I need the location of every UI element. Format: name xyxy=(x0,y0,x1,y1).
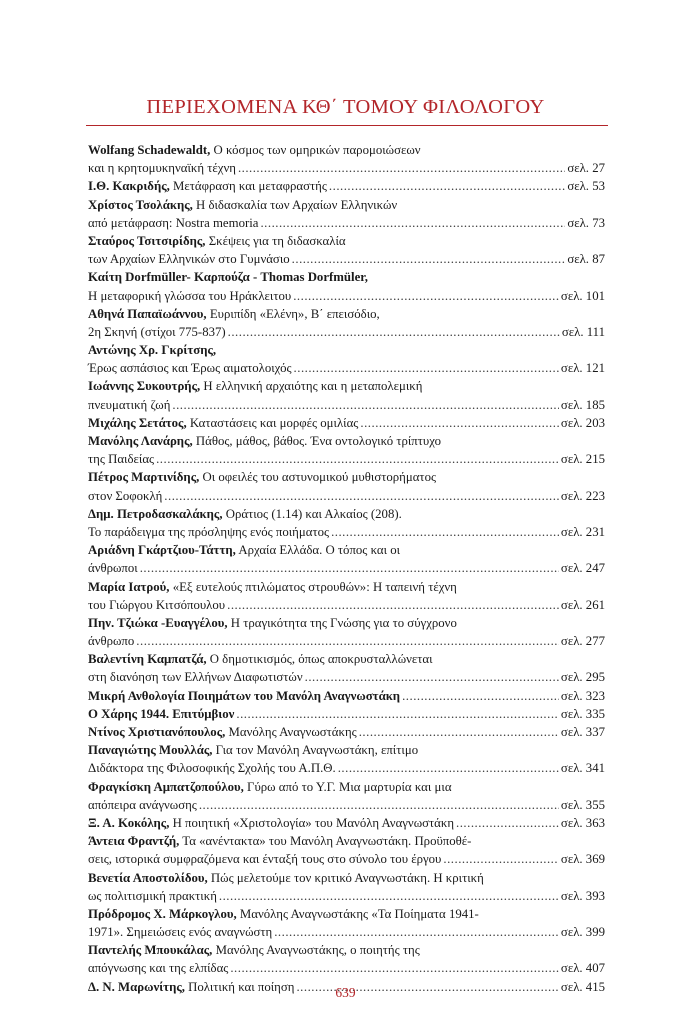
toc-line xyxy=(88,796,605,814)
toc-line xyxy=(88,196,605,214)
entry-title: Μανόλης Αναγνωστάκης, ο ποιητής της xyxy=(212,943,420,958)
entry-title: Ευριπίδη «Ελένη», Β΄ επεισόδιο, xyxy=(206,306,380,321)
entry-page-ref: σελ. 73 xyxy=(567,215,605,230)
entry-title: Διδάκτορα της Φιλοσοφικής Σχολής του Α.Π.Θ. xyxy=(88,761,336,776)
entry-author: Μικρή Ανθολογία Ποιημάτων του Μανόλη Αναγνωστάκη xyxy=(88,688,401,703)
dot-leader xyxy=(236,705,559,723)
toc-line-text xyxy=(88,668,303,686)
toc-line xyxy=(88,614,605,632)
entry-title: και η κρητομυκηναϊκή τέχνη xyxy=(88,161,236,176)
toc-line-text xyxy=(88,214,258,232)
toc-line xyxy=(88,414,605,432)
dot-leader xyxy=(230,959,559,977)
dot-leader xyxy=(360,414,559,432)
toc-line xyxy=(88,559,605,577)
dot-leader xyxy=(238,159,565,177)
toc-line xyxy=(88,596,605,614)
toc-line-text xyxy=(88,379,422,393)
entry-title: Πώς μελετούμε τον κριτικό Αναγνωστάκη. Η κριτική xyxy=(207,870,484,885)
toc-entry xyxy=(88,869,605,905)
toc-line-text xyxy=(88,307,380,321)
toc-line xyxy=(88,832,605,850)
toc-line-text xyxy=(88,470,436,484)
toc-entry xyxy=(88,814,605,832)
toc-entry xyxy=(88,377,605,413)
entry-title: ως πολιτισμική πρακτική xyxy=(88,888,217,903)
toc-line-text xyxy=(88,723,357,741)
toc-line xyxy=(88,305,605,323)
entry-author: Παντελής Μπουκάλας, xyxy=(88,943,213,958)
toc-line xyxy=(88,141,605,159)
dot-leader xyxy=(443,850,559,868)
entry-page-ref: σελ. 215 xyxy=(560,452,605,467)
entry-title: απόγνωσης και της ελπίδας xyxy=(88,961,229,976)
entry-author: Φραγκίσκη Αμπατζοπούλου, xyxy=(88,779,244,794)
entry-title: Η ελληνική αρχαιότης και η μεταπολεμική xyxy=(200,379,423,394)
entry-page-ref: σελ. 369 xyxy=(560,852,605,867)
entry-page-ref: σελ. 203 xyxy=(560,415,605,430)
toc-line xyxy=(88,632,605,650)
entry-author: Πρόδρομος Χ. Μάρκογλου, xyxy=(88,906,237,921)
dot-leader xyxy=(456,814,559,832)
toc-line xyxy=(88,923,605,941)
toc-line-text xyxy=(88,743,418,757)
entry-author: Wolfang Schadewaldt, xyxy=(88,143,211,157)
toc-line-text xyxy=(88,359,292,377)
entry-title: Μανόλης Αναγνωστάκης xyxy=(225,725,357,739)
toc-line xyxy=(88,650,605,668)
entry-page-ref: σελ. 407 xyxy=(560,961,605,976)
toc-line-text xyxy=(88,687,400,705)
entry-page-ref: σελ. 335 xyxy=(560,706,605,721)
toc-line xyxy=(88,759,605,777)
entry-page-ref: σελ. 111 xyxy=(561,324,605,339)
entry-author: Ι.Θ. Κακριδής, xyxy=(88,179,170,194)
toc-line-text xyxy=(88,177,327,195)
entry-title: πνευματική ζωή xyxy=(88,397,171,412)
toc-line-text xyxy=(88,450,154,468)
dot-leader xyxy=(156,450,559,468)
entry-page-ref: σελ. 355 xyxy=(560,797,605,812)
entry-title: Ο κόσμος των ομηρικών παρομοιώσεων xyxy=(210,143,421,157)
entry-author: Δ. Ν. Μαρωνίτης, xyxy=(88,979,185,994)
toc-line-text xyxy=(88,414,358,432)
toc-entry xyxy=(88,414,605,432)
page-title: ΠΕΡΙΕΧΟΜΕΝΑ ΚΘ΄ ΤΟΜΟΥ ΦΙΛΟΛΟΓΟΥ xyxy=(146,96,545,118)
entry-page-ref: σελ. 363 xyxy=(560,815,605,830)
entry-page-ref: σελ. 27 xyxy=(567,161,605,176)
toc-entry xyxy=(88,177,605,195)
toc-line-text xyxy=(88,780,452,794)
toc-line-text xyxy=(88,234,346,248)
dot-leader xyxy=(164,487,559,505)
dot-leader xyxy=(331,523,559,541)
toc-line xyxy=(88,723,605,741)
entry-author: Άντεια Φραντζή, xyxy=(88,834,180,849)
toc-line xyxy=(88,432,605,450)
entry-title: Ο δημοτικισμός, όπως αποκρυσταλλώνεται xyxy=(206,652,433,667)
toc-line-text xyxy=(88,523,329,541)
entry-title: Αρχαία Ελλάδα. Ο τόπος και οι xyxy=(235,543,401,558)
entry-page-ref: σελ. 415 xyxy=(560,979,605,994)
entry-title: σεις, ιστορικά συμφραζόμενα και ένταξή τους στο σύνολο του έργου xyxy=(88,852,442,867)
dot-leader xyxy=(228,323,560,341)
entry-page-ref: σελ. 337 xyxy=(560,725,605,739)
toc-line-text xyxy=(88,323,226,341)
toc-entry xyxy=(88,941,605,977)
toc-entry xyxy=(88,232,605,268)
toc-line xyxy=(88,741,605,759)
toc-line xyxy=(88,487,605,505)
toc-line xyxy=(88,687,605,705)
entry-title: Για τον Μανόλη Αναγνωστάκη, επίτιμο xyxy=(212,743,419,758)
toc-line xyxy=(88,341,605,359)
toc-line xyxy=(88,323,605,341)
entry-title: Οράτιος (1.14) και Αλκαίος (208). xyxy=(222,506,402,521)
toc-line xyxy=(88,450,605,468)
toc-line-text xyxy=(88,887,217,905)
toc-line xyxy=(88,468,605,486)
entry-title: Η διδασκαλία των Αρχαίων Ελληνικών xyxy=(192,197,398,212)
dot-leader xyxy=(136,632,559,650)
entry-author: Αθηνά Παπαϊωάννου, xyxy=(88,306,207,321)
toc-entry xyxy=(88,578,605,614)
entry-page-ref: σελ. 295 xyxy=(560,670,605,685)
entry-author: Καίτη Dorfmüller- Καρπούζα - Thomas Dorfmüler, xyxy=(88,270,368,285)
toc-entry xyxy=(88,196,605,232)
toc-line-text xyxy=(88,850,441,868)
toc-line-text xyxy=(88,705,234,723)
toc-line xyxy=(88,159,605,177)
toc-entry xyxy=(88,505,605,541)
toc-line-text xyxy=(88,580,457,594)
dot-leader xyxy=(293,287,559,305)
toc-entry xyxy=(88,832,605,868)
toc-line xyxy=(88,250,605,268)
dot-leader xyxy=(338,759,559,777)
dot-leader xyxy=(140,559,559,577)
toc-line xyxy=(88,850,605,868)
dot-leader xyxy=(260,214,565,232)
toc-line-text xyxy=(88,652,433,666)
toc-entry xyxy=(88,305,605,341)
toc-line-text xyxy=(88,943,420,957)
toc-line-text xyxy=(88,287,291,305)
entry-page-ref: σελ. 101 xyxy=(560,288,605,303)
entry-author: Βαλεντίνη Καμπατζά, xyxy=(88,652,207,667)
entry-author: Μαρία Ιατρού, xyxy=(88,579,170,594)
toc-line-text xyxy=(88,616,457,630)
toc-line-text xyxy=(88,759,336,777)
toc-line xyxy=(88,578,605,596)
toc-entry xyxy=(88,723,605,741)
entry-author: Αντώνης Χρ. Γκρίτσης, xyxy=(88,343,217,358)
toc-line-text xyxy=(88,907,479,921)
toc-entry xyxy=(88,705,605,723)
entry-page-ref: σελ. 341 xyxy=(560,761,605,776)
toc-line-text xyxy=(88,143,421,157)
toc-line-text xyxy=(88,198,397,212)
entry-title: άνθρωπο xyxy=(88,634,135,649)
entry-author: Ιωάννης Συκουτρής, xyxy=(88,379,201,394)
entry-title: Πολιτική και ποίηση xyxy=(184,979,295,994)
toc-line-text xyxy=(88,923,272,941)
title-divider xyxy=(86,125,608,126)
entry-page-ref: σελ. 277 xyxy=(560,634,605,649)
toc-line-text xyxy=(88,434,441,448)
toc-line xyxy=(88,887,605,905)
entry-title: από μετάφραση: Nostra memoria xyxy=(88,215,259,230)
toc-line xyxy=(88,778,605,796)
toc-line-text xyxy=(88,343,216,357)
entry-page-ref: σελ. 247 xyxy=(560,561,605,576)
entry-title: Γύρω από το Υ.Γ. Μια μαρτυρία και μια xyxy=(243,779,452,794)
entry-page-ref: σελ. 53 xyxy=(567,179,605,194)
dot-leader xyxy=(292,250,566,268)
toc-entry xyxy=(88,614,605,650)
toc-entry xyxy=(88,341,605,377)
entry-title: των Αρχαίων Ελληνικών στο Γυμνάσιο xyxy=(88,252,290,267)
entry-author: Ο Χάρης 1944. Επιτύμβιον xyxy=(88,706,235,721)
toc-line-text xyxy=(88,250,290,268)
entry-author: Σταύρος Τσιτσιρίδης, xyxy=(88,233,206,248)
toc-entry xyxy=(88,468,605,504)
entry-page-ref: σελ. 231 xyxy=(560,524,605,539)
toc-line-text xyxy=(88,270,368,284)
entry-author: Χρίστος Τσολάκης, xyxy=(88,197,193,212)
page-number: 639 xyxy=(335,985,356,1000)
toc-entry xyxy=(88,778,605,814)
table-of-contents xyxy=(88,141,605,996)
entry-page-ref: σελ. 323 xyxy=(560,688,605,703)
entry-title: Η τραγικότητα της Γνώσης για το σύγχρονο xyxy=(227,615,457,630)
dot-leader xyxy=(227,596,559,614)
toc-line-text xyxy=(88,159,236,177)
dot-leader xyxy=(329,177,565,195)
entry-author: Πέτρος Μαρτινίδης, xyxy=(88,470,200,485)
entry-title: Καταστάσεις και μορφές ομιλίας xyxy=(186,415,359,430)
dot-leader xyxy=(219,887,559,905)
dot-leader xyxy=(199,796,559,814)
toc-line xyxy=(88,287,605,305)
toc-entry xyxy=(88,268,605,304)
entry-title: στη διανόηση των Ελλήνων Διαφωτιστών xyxy=(88,670,303,685)
toc-line xyxy=(88,869,605,887)
entry-page-ref: σελ. 399 xyxy=(560,925,605,940)
entry-title: Τα «ανέντακτα» του Μανόλη Αναγνωστάκη. Προϋποθέ- xyxy=(179,834,472,849)
entry-title: Η μεταφορική γλώσσα του Ηράκλειτου xyxy=(88,288,292,303)
entry-title: άνθρωποι xyxy=(88,561,138,576)
entry-author: Αριάδνη Γκάρτζιου-Τάττη, xyxy=(88,543,236,558)
entry-title: Μανόλης Αναγνωστάκης «Τα Ποίηματα 1941- xyxy=(236,906,479,921)
entry-title: 2η Σκηνή (στίχοι 775-837) xyxy=(88,324,226,339)
toc-line-text xyxy=(88,596,225,614)
toc-line-text xyxy=(88,543,400,557)
toc-line xyxy=(88,941,605,959)
toc-entry xyxy=(88,541,605,577)
dot-leader xyxy=(359,723,559,741)
entry-title: Το παράδειγμα της πρόσληψης ενός ποιήματος xyxy=(88,524,330,539)
entry-author: Βενετία Αποστολίδου, xyxy=(88,870,208,885)
entry-page-ref: σελ. 87 xyxy=(567,252,605,267)
toc-line xyxy=(88,377,605,395)
entry-author: Δημ. Πετροδασκαλάκης, xyxy=(88,506,223,521)
toc-entry xyxy=(88,141,605,177)
toc-line xyxy=(88,814,605,832)
toc-line xyxy=(88,505,605,523)
entry-title: Πάθος, μάθος, βάθος. Ένα οντολογικό τρίπτυχο xyxy=(192,434,442,448)
toc-line-text xyxy=(88,814,454,832)
entry-author: Ξ. Α. Κοκόλης, xyxy=(88,815,170,830)
entry-page-ref: σελ. 393 xyxy=(560,888,605,903)
toc-line xyxy=(88,959,605,977)
entry-title: της Παιδείας xyxy=(88,452,155,467)
dot-leader xyxy=(294,359,559,377)
entry-page-ref: σελ. 223 xyxy=(560,488,605,503)
toc-line xyxy=(88,668,605,686)
toc-line-text xyxy=(88,559,138,577)
entry-author: Μιχάλης Σετάτος, xyxy=(88,415,187,430)
toc-entry xyxy=(88,650,605,686)
toc-line-text xyxy=(88,396,170,414)
toc-line xyxy=(88,359,605,377)
toc-line xyxy=(88,214,605,232)
entry-title: Σκέψεις για τη διδασκαλία xyxy=(205,233,346,248)
entry-title: Οι οφειλές του αστυνομικού μυθιστορήματος xyxy=(199,470,437,485)
toc-line xyxy=(88,177,605,195)
toc-line-text xyxy=(88,632,134,650)
toc-line xyxy=(88,705,605,723)
toc-line-text xyxy=(88,507,402,521)
toc-entry xyxy=(88,687,605,705)
toc-line xyxy=(88,268,605,286)
toc-line xyxy=(88,523,605,541)
toc-line-text xyxy=(88,959,228,977)
entry-title: 1971». Σημειώσεις ενός αναγνώστη xyxy=(88,925,273,940)
entry-title: απόπειρα ανάγνωσης xyxy=(88,797,197,812)
entry-title: Η ποιητική «Χριστολογία» του Μανόλη Αναγνωστάκη xyxy=(169,815,455,830)
entry-author: Παναγιώτης Μουλλάς, xyxy=(88,743,213,758)
entry-title: Έρως ασπάσιος και Έρως αιματολοιχός xyxy=(88,361,292,376)
entry-title: στον Σοφοκλή xyxy=(88,488,163,503)
entry-title: Μετάφραση και μεταφραστής xyxy=(169,179,327,194)
dot-leader xyxy=(305,668,559,686)
toc-line-text xyxy=(88,834,471,848)
toc-line xyxy=(88,905,605,923)
entry-author: Ντίνος Χριστιανόπουλος, xyxy=(88,725,226,739)
dot-leader xyxy=(274,923,559,941)
dot-leader xyxy=(172,396,559,414)
toc-entry xyxy=(88,432,605,468)
entry-author: Πην. Τζιώκα -Ευαγγέλου, xyxy=(88,615,228,630)
toc-line xyxy=(88,232,605,250)
toc-entry xyxy=(88,905,605,941)
toc-entry xyxy=(88,741,605,777)
toc-line-text xyxy=(88,796,197,814)
entry-title: «Εξ ευτελούς πτιλώματος στρουθών»: Η ταπεινή τέχνη xyxy=(169,579,457,594)
toc-line xyxy=(88,541,605,559)
toc-line-text xyxy=(88,487,162,505)
toc-line xyxy=(88,396,605,414)
dot-leader xyxy=(402,687,559,705)
entry-page-ref: σελ. 121 xyxy=(560,361,605,376)
toc-line-text xyxy=(88,871,484,885)
entry-page-ref: σελ. 261 xyxy=(560,597,605,612)
entry-title: του Γιώργου Κιτσόπουλου xyxy=(88,597,226,612)
entry-author: Μανόλης Λανάρης, xyxy=(88,434,193,448)
entry-page-ref: σελ. 185 xyxy=(560,397,605,412)
